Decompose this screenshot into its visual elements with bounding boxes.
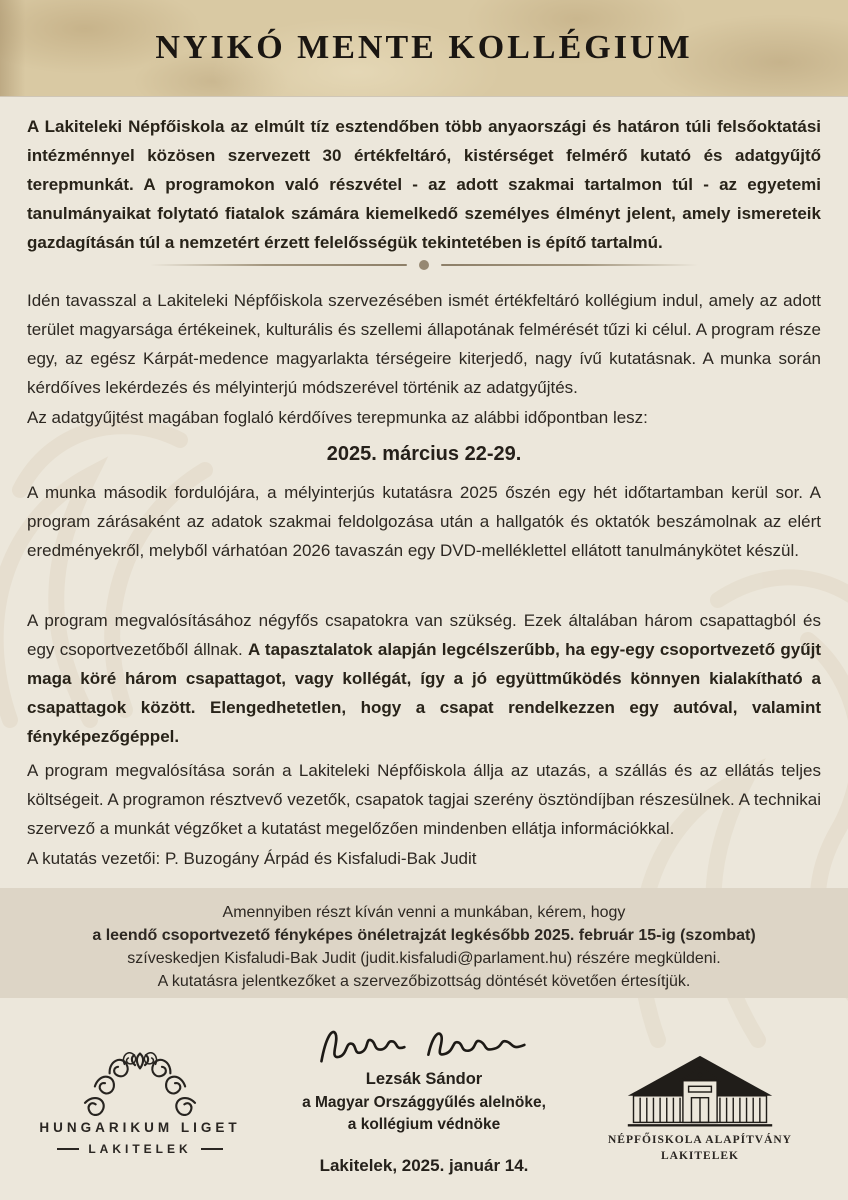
issue-date-line: Lakitelek, 2025. január 14.	[319, 1156, 529, 1175]
divider-line-left	[150, 264, 407, 267]
spring-program-paragraph: Idén tavasszal a Lakiteleki Népfőiskola szervezésében ismét értékfeltáró kollégium indul, amely az adott terület magyarsága értékeinek, kulturális és szellemi állapotának felmérését tűzi ki célul. A program része egy, az egész Kárpát-medence magyarlakta térségeire kiterjedő, nagy ívű kutatásnak. A munka során kérdőíves lekérdezés és mélyinterjú módszerével történik az adatgyűjtés.	[27, 291, 821, 397]
nepfoiskola-alapitvany-label	[600, 1132, 800, 1164]
dash-ornament-left	[57, 1148, 79, 1150]
hungarikum-liget-sublabel	[10, 1142, 270, 1156]
notice-line-2: a leendő csoportvezető fényképes önéletrajzát legkésőbb 2025. február 15-ig (szombat)	[92, 927, 756, 944]
dash-ornament-right	[201, 1148, 223, 1150]
nepfoiskola-line-2: LAKITELEK	[660, 1150, 740, 1162]
hungarikum-liget-town-label: LAKITELEK	[88, 1142, 192, 1156]
fieldwork-intro-line: Az adatgyűjtést magában foglaló kérdőíves terepmunka az alábbi időpontban lesz:	[27, 408, 648, 427]
teams-paragraph-normal: A program megvalósításához négyfős csapatokra van szükség. Ezek általában három csapattagból és egy csoportvezetőből állnak.	[27, 611, 821, 659]
research-leaders-line: A kutatás vezetői: P. Buzogány Árpád és Kisfaludi-Bak Judit	[27, 849, 477, 868]
costs-paragraph: A program megvalósítása során a Lakiteleki Népfőiskola állja az utazás, a szállás és az ellátás teljes költségeit. A programon résztvevő vezetők, csapatok tagjai szerény ösztöndíjban részesülnek. A technikai szervező a munkát végzőket a kutatást megelőzően mindenben ellátja információkkal.	[27, 761, 821, 838]
teams-paragraph-bold: A tapasztalatok alapján legcélszerűbb, ha egy-egy csoportvezető gyűjt maga köré három csapattagot, vagy kollégát, így a jó együttműködés könnyen kialakítható a csapattagok között. Elengedhetetlen, hogy a csapat rendelkezzen egy autóval, valamint fényképezőgéppel.	[27, 640, 821, 746]
teams-paragraph	[27, 606, 821, 751]
signature-handwriting	[314, 1022, 534, 1070]
divider-line-right	[441, 264, 698, 267]
intro-paragraph: A Lakiteleki Népfőiskola az elmúlt tíz esztendőben több anyaországi és határon túli felsőoktatási intézménnyel közösen szervezett 30 értékfeltáró, kistérséget felmérő kutató és adatgyűjtő terepmunkát. A programokon való részvétel - az adott szakmai tartalmon túl - az egyetemi tanulmányaikat folytató fiatalok számára kiemelkedő személyes élményt jelent, amely ismereteik gazdagításán túl a nemzetért érzett felelősségük tekintetében is építő tartalmú.	[27, 117, 821, 252]
second-round-paragraph: A munka második fordulójára, a mélyinterjús kutatásra 2025 őszén egy hét időtartamban kerül sor. A program zárásaként az adatok szakmai feldolgozása után a hallgatók és oktatók beszámolnak az elért eredményekről, melyből várhatóan 2026 tavaszán egy DVD-melléklettel ellátott tanulmánykötet készül.	[27, 483, 821, 560]
hungarikum-liget-ornament-icon	[70, 1052, 210, 1116]
nepfoiskola-building-icon	[624, 1052, 776, 1132]
notice-line-4: A kutatásra jelentkezőket a szervezőbizottság döntését követően értesítjük.	[157, 973, 691, 990]
page-title: NYIKÓ MENTE KOLLÉGIUM	[155, 29, 693, 66]
section-divider	[150, 258, 698, 272]
nepfoiskola-line-1: NÉPFŐISKOLA ALAPÍTVÁNY	[608, 1134, 792, 1146]
signatory-role-1: a Magyar Országgyűlés alelnöke,	[302, 1094, 546, 1111]
application-notice-band	[0, 888, 848, 998]
signatory-role-2: a kollégium védnöke	[347, 1116, 501, 1133]
fieldwork-date-heading: 2025. március 22-29.	[326, 443, 522, 465]
hungarikum-liget-label: HUNGARIKUM LIGET	[39, 1120, 241, 1135]
signatory-name: Lezsák Sándor	[365, 1070, 483, 1088]
notice-line-3: szíveskedjen Kisfaludi-Bak Judit (judit.kisfaludi@parlament.hu) részére megküldeni.	[127, 950, 721, 967]
notice-line-1: Amennyiben részt kíván venni a munkában, kérem, hogy	[222, 904, 626, 921]
divider-dot-icon	[419, 260, 429, 270]
header-band	[0, 0, 848, 96]
